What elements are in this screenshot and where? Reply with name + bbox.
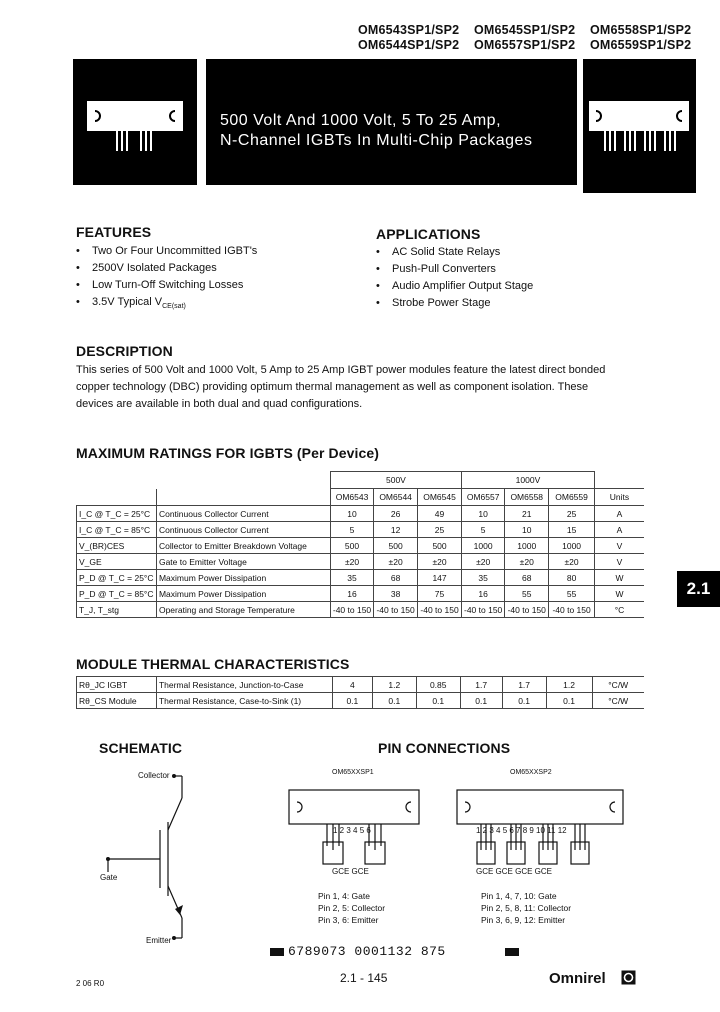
table-row: V_GE Gate to Emitter Voltage ±20 ±20 ±20 ±20 ±20 ±20 V <box>77 554 645 570</box>
column-header: OM6557 <box>462 489 505 506</box>
table-row: Rθ_CS Module Thermal Resistance, Case-to-Sink (1) 0.1 0.1 0.1 0.1 0.1 0.1 °C/W <box>77 693 645 709</box>
description-heading: DESCRIPTION <box>76 343 173 359</box>
emitter-label: Emitter <box>146 936 172 945</box>
table-row: V_(BR)CES Collector to Emitter Breakdown Voltage 500 500 500 1000 1000 1000 V <box>77 538 645 554</box>
part-number: OM6557SP1/SP2 <box>474 38 576 52</box>
collector-label: Collector <box>138 771 170 780</box>
table-row: P_D @ T_C = 85°C Maximum Power Dissipation 16 38 75 16 55 55 W <box>77 586 645 602</box>
group-500v: 500V <box>330 472 461 489</box>
column-header: OM6545 <box>418 489 462 506</box>
sp1-package-label: OM65XXSP1 <box>332 769 374 776</box>
page-number: 2.1 - 145 <box>340 971 388 985</box>
thermal-table <box>76 676 644 709</box>
table-row: I_C @ T_C = 85°C Continuous Collector Current 5 12 25 5 10 15 A <box>77 522 645 538</box>
package-image-right <box>583 59 696 193</box>
applications-heading: APPLICATIONS <box>376 226 481 242</box>
sp2-pin-list: Pin 1, 4, 7, 10: Gate Pin 2, 5, 8, 11: Collector Pin 3, 6, 9, 12: Emitter <box>481 891 572 925</box>
list-item: • 2500V Isolated Packages <box>76 260 257 277</box>
column-header: OM6558 <box>505 489 549 506</box>
banner-right-block <box>583 59 696 193</box>
applications-list <box>376 244 533 312</box>
list-item: • Push-Pull Converters <box>376 261 533 278</box>
sp2-package-label: OM65XXSP2 <box>510 769 552 776</box>
part-number: OM6543SP1/SP2 <box>358 23 460 37</box>
pin-connections-heading: PIN CONNECTIONS <box>378 740 511 756</box>
column-header: OM6559 <box>549 489 595 506</box>
features-heading: FEATURES <box>76 224 152 240</box>
list-item: • Two Or Four Uncommitted IGBT's <box>76 243 257 260</box>
max-ratings-table <box>76 471 644 618</box>
package-image-left <box>73 59 197 185</box>
description-text: This series of 500 Volt and 1000 Volt, 5 Amp to 25 Amp IGBT power modules feature the latest direct bonded copper technology (DBC) providing optimum thermal management as well as component isolation. These devices are available in both dual and quad configurations. <box>76 364 606 410</box>
sp1-gce-labels: GCE GCE <box>332 867 369 876</box>
thermal-heading: MODULE THERMAL CHARACTERISTICS <box>76 656 350 672</box>
brand-logo: Omnirel <box>549 970 606 987</box>
column-header: Units <box>594 489 644 506</box>
table-row: Rθ_JC IGBT Thermal Resistance, Junction-to-Case 4 1.2 0.85 1.7 1.7 1.2 °C/W <box>77 677 645 693</box>
banner-title-line1: 500 Volt And 1000 Volt, 5 To 25 Amp, <box>220 112 502 129</box>
banner-title-block <box>206 59 577 185</box>
schematic-heading: SCHEMATIC <box>99 740 183 756</box>
list-item: • AC Solid State Relays <box>376 244 533 261</box>
list-item: • 3.5V Typical $V_{CE(sat)}$ <box>76 294 257 315</box>
sp1-pin-list: Pin 1, 4: Gate Pin 2, 5: Collector Pin 3, 6: Emitter <box>318 891 386 925</box>
column-header: OM6544 <box>374 489 418 506</box>
list-item: • Audio Amplifier Output Stage <box>376 278 533 295</box>
table-row: I_C @ T_C = 25°C Continuous Collector Current 10 26 49 10 21 25 A <box>77 506 645 522</box>
column-header: OM6543 <box>330 489 373 506</box>
max-ratings-heading: MAXIMUM RATINGS FOR IGBTS (Per Device) <box>76 445 380 461</box>
part-number: OM6559SP1/SP2 <box>590 38 692 52</box>
part-number: OM6544SP1/SP2 <box>358 38 460 52</box>
section-tab: 2.1 <box>677 571 720 607</box>
group-1000v: 1000V <box>462 472 595 489</box>
sp2-pin-numbers: 1 2 3 4 5 6 7 8 9 10 11 12 <box>476 826 567 835</box>
banner-left-block <box>73 59 197 185</box>
table-row: T_J, T_stg Operating and Storage Temperature -40 to 150 -40 to 150 -40 to 150 -40 to 150 -40 to 150 -40 to 150 °C <box>77 602 645 618</box>
part-number: OM6545SP1/SP2 <box>474 23 576 37</box>
features-list <box>76 243 257 315</box>
sp2-gce-labels: GCE GCE GCE GCE <box>476 867 553 876</box>
table-row: P_D @ T_C = 25°C Maximum Power Dissipation 35 68 147 35 68 80 W <box>77 570 645 586</box>
date-code: 2 06 R0 <box>76 979 105 988</box>
gate-label: Gate <box>100 873 118 882</box>
banner-title-line2: N-Channel IGBTs In Multi-Chip Packages <box>220 132 533 149</box>
igbt-schematic-diagram <box>100 770 200 950</box>
part-number: OM6558SP1/SP2 <box>590 23 692 37</box>
barcode-block-left <box>270 948 284 956</box>
omnirel-logo-icon <box>621 970 636 985</box>
list-item: • Strobe Power Stage <box>376 295 533 312</box>
barcode-text: 6789073 0001132 875 <box>288 944 446 959</box>
barcode-block-right <box>505 948 519 956</box>
list-item: • Low Turn-Off Switching Losses <box>76 277 257 294</box>
sp1-pin-numbers: 1 2 3 4 5 6 <box>333 826 371 835</box>
